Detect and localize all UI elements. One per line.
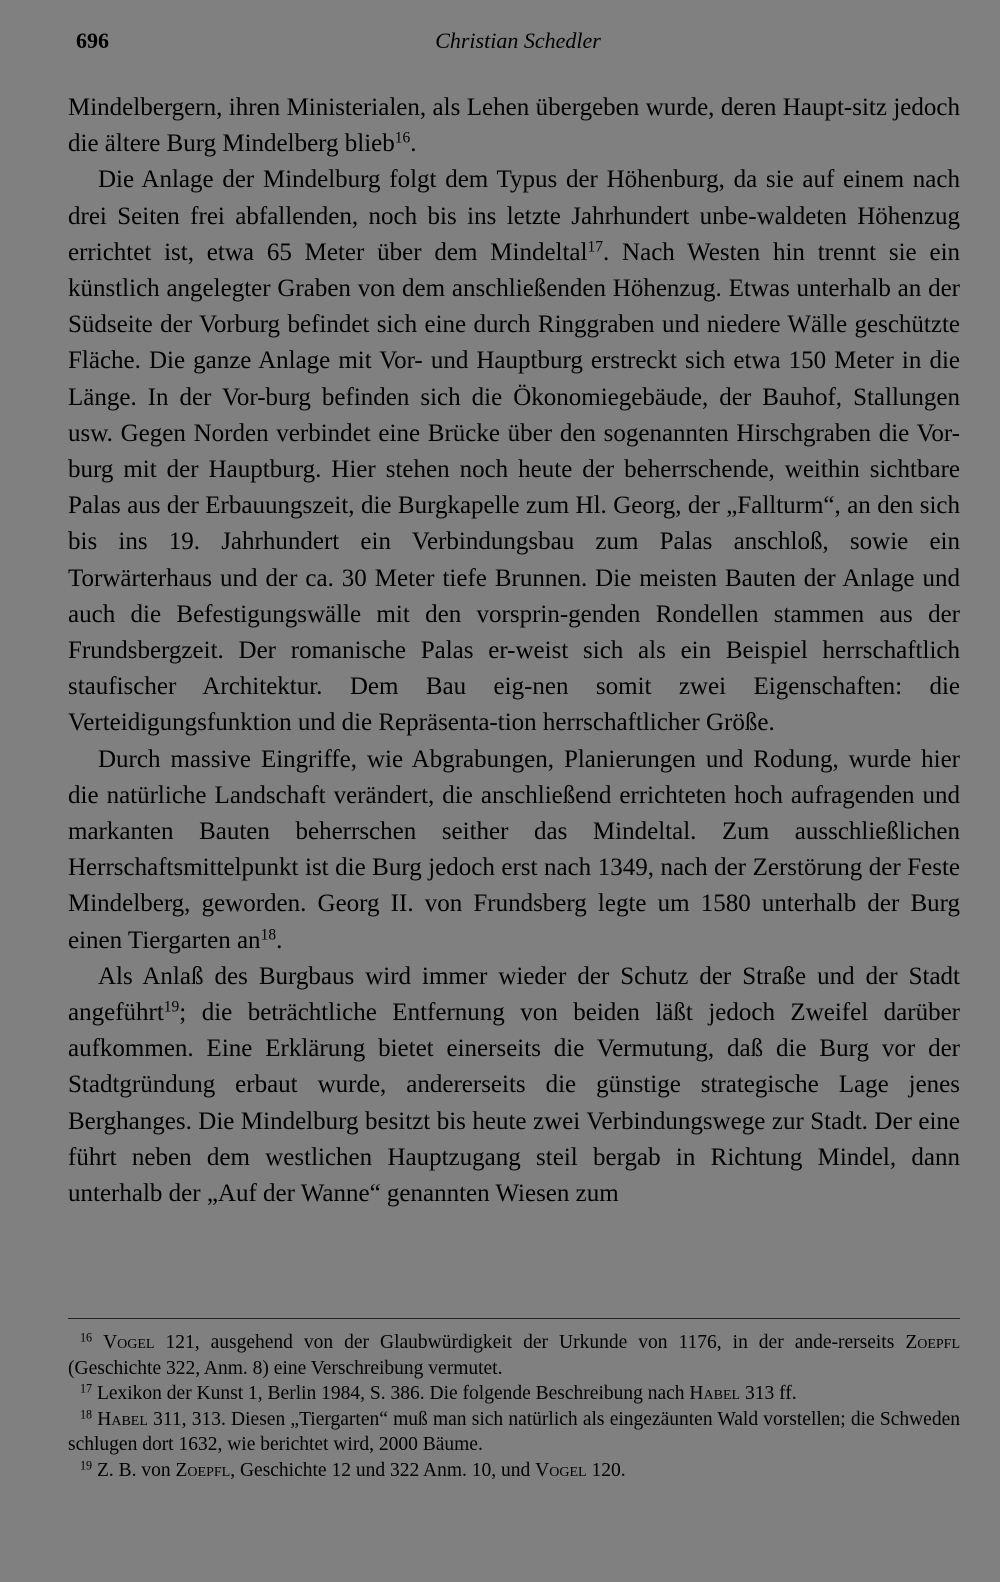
footnote-divider [68,1318,960,1319]
footnote-author: Habel [97,1408,148,1430]
footnote-ref-19: 19 [163,998,180,1016]
paragraph-text-tail: . [410,130,417,158]
paragraph-text: Die Anlage der Mindelburg folgt dem Typus der Höhenburg, da sie auf einem nach drei Seiten frei abfallenden, noch bis ins letzte Jahrhundert unbe-waldeten Höhenzug errichtet ist, etwa 65 Meter über dem Mindeltal [68,166,960,266]
paragraph-text: Als Anlaß des Burgbaus wird immer wieder der Schutz der Straße und der Stadt angeführt [68,962,960,1027]
footnote-author: Habel [689,1383,741,1405]
footnote-number: 17 [80,1381,93,1396]
footnote-author: Vogel [535,1459,587,1481]
page-number: 696 [76,28,109,53]
footnote-text: 311, 313. Diesen „Tiergarten“ muß man sich natürlich als eingezäunten Wald vorstellen; die Schweden schlugen dort 1632, wie berichtet wird, 2000 Bäume. [68,1408,960,1456]
page-header [76,28,960,62]
paragraph-text-tail: ; die beträchtliche Entfernung von beiden läßt jedoch Zweifel darüber aufkommen. Eine Erklärung bietet einerseits die Vermutung, daß die Burg vor der Stadtgründung erbaut wurde, andererseits die günstige strategische Lage jenes Berghanges. Die Mindelburg besitzt bis heute zwei Verbindungswege zur Stadt. Der eine führt neben dem westlichen Hauptzugang steil bergab in Richtung Mindel, dann unterhalb der „Auf der Wanne“ genannten Wiesen zum [68,999,960,1208]
paragraph-3 [68,742,960,959]
footnote-19 [68,1458,960,1484]
footnote-ref-17: 17 [587,238,603,256]
footnote-ref-18: 18 [260,926,277,944]
footnote-number: 18 [80,1407,93,1422]
footnote-number: 16 [80,1330,93,1345]
footnote-17 [68,1381,960,1407]
paragraph-text-tail: . Nach Westen hin trennt sie ein künstlich angelegter Graben von dem anschließenden Höhenzug. Etwas unterhalb an der Südseite der Vorburg befindet sich eine durch Ringgraben und niedere Wälle geschützte Fläche. Die ganze Anlage mit Vor- und Hauptburg erstreckt sich etwa 150 Meter in die Länge. In der Vor-burg befinden sich die Ökonomiegebäude, der Bauhof, Stallungen usw. Gegen Norden verbindet eine Brücke über den sogenannten Hirschgraben die Vor-burg mit der Hauptburg. Hier stehen noch heute der beherrschende, weithin sichtbare Palas aus der Erbauungszeit, die Burgkapelle zum Hl. Georg, der „Fallturm“, an den sich bis ins 19. Jahrhundert ein Verbindungsbau zum Palas anschloß, sowie ein Torwärterhaus und der ca. 30 Meter tiefe Brunnen. Die meisten Bauten der Anlage und auch die Befestigungswälle mit den vorsprin-genden Rondellen stammen aus der Frundsbergzeit. Der romanische Palas er-weist sich als ein Beispiel herrschaftlich staufischer Architektur. Dem Bau eig-nen somit zwei Eigenschaften: die Verteidigungsfunktion und die Repräsenta-tion herrschaftlicher Größe. [68,238,961,737]
footnote-number: 19 [80,1458,93,1473]
paragraph-text: Mindelbergern, ihren Ministerialen, als Lehen übergeben wurde, deren Haupt-sitz jedoch die ältere Burg Mindelberg blieb [68,94,960,158]
footnote-text: 121, ausgehend von der Glaubwürdigkeit der Urkunde von 1176, in der ande-rerseits [154,1332,906,1353]
paragraph-text: Durch massive Eingriffe, wie Abgrabungen, Planierungen und Rodung, wurde hier die natürliche Landschaft verändert, die anschließend errichteten hoch aufragenden und markanten Bauten beherrschen seither das Mindeltal. Zum ausschließlichen Herrschaftsmittelpunkt ist die Burg jedoch erst nach 1349, nach der Zerstörung der Feste Mindelberg, geworden. Georg II. von Frundsberg legte um 1580 unterhalb der Burg einen Tiergarten an [68,745,960,954]
footnotes [68,1330,960,1484]
footnote-text: Z. B. von [96,1459,176,1481]
footnote-text: Lexikon der Kunst 1, Berlin 1984, S. 386. Die folgende Beschreibung nach [96,1383,690,1405]
running-title: Christian Schedler [435,28,601,53]
footnote-author: Vogel [103,1332,155,1353]
footnote-author: Zoepfl [175,1459,231,1481]
paragraph-text-tail: . [276,926,283,954]
main-text [68,90,960,1212]
footnote-text: (Geschichte 322, Anm. 8) eine Verschreibung vermutet. [68,1357,503,1379]
paragraph-1 [68,90,960,162]
footnote-text: 120. [586,1459,626,1481]
paragraph-4 [68,959,960,1212]
footnote-16 [68,1330,960,1381]
footnote-author: Zoepfl [905,1332,961,1353]
footnote-ref-16: 16 [394,129,411,147]
footnote-text: 313 ff. [740,1383,797,1405]
footnote-18 [68,1407,960,1458]
footnote-text: , Geschichte 12 und 322 Anm. 10, und [230,1459,536,1481]
paragraph-2 [68,162,960,741]
